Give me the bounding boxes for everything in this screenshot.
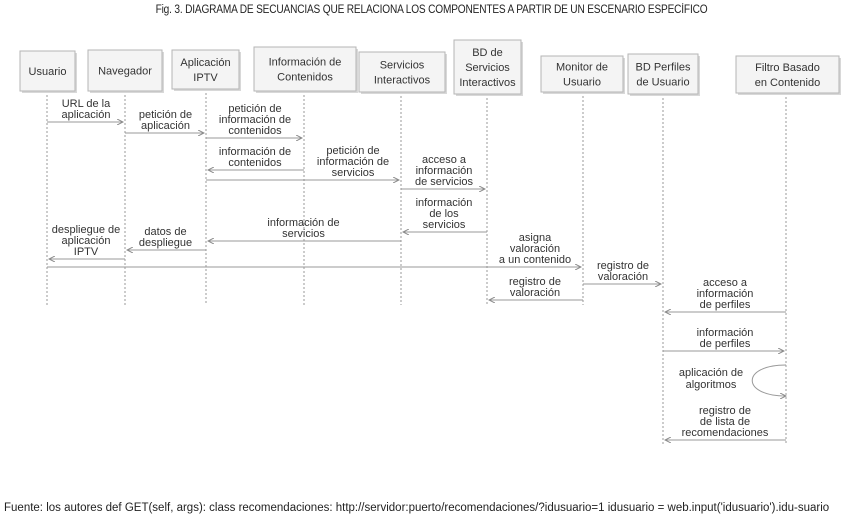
message-label: información de xyxy=(267,217,340,229)
message-label: asigna xyxy=(518,232,552,244)
message-label: aplicación xyxy=(61,109,111,121)
message xyxy=(125,109,204,133)
participant-box xyxy=(172,50,241,91)
message-label: datos de xyxy=(144,226,187,238)
message xyxy=(49,224,125,259)
message-label: servicios xyxy=(331,167,375,179)
message-label: información de xyxy=(218,146,292,158)
message-label: de servicios xyxy=(414,176,474,188)
participant-label: Información de xyxy=(268,56,342,69)
message xyxy=(403,197,487,232)
message-label: petición de xyxy=(228,103,282,115)
participant-label: de Usuario xyxy=(636,76,690,89)
message-label: despliegue xyxy=(138,237,193,249)
message-label: de los xyxy=(429,208,459,220)
message-label: recomendaciones xyxy=(681,427,769,439)
message-label: acceso a xyxy=(702,277,748,289)
message-label: contenidos xyxy=(228,125,282,137)
participant-box xyxy=(454,40,523,96)
message xyxy=(489,276,583,300)
message-label: contenidos xyxy=(228,157,282,169)
message-label: registro de xyxy=(509,276,561,288)
participant-label: Aplicación xyxy=(180,57,231,69)
participant-box xyxy=(20,51,77,93)
figure-source: Fuente: los autores def GET(self, args): class recomendaciones: http://servidor:puerto/recomendaciones/?idusuario=1 idusuario = web.input('idusuario').idu-suario xyxy=(4,502,830,514)
message xyxy=(47,98,123,122)
message-label: registro de xyxy=(699,405,751,417)
message-label: valoración xyxy=(509,287,561,299)
message-label: valoración xyxy=(597,271,649,283)
participant-label: Monitor de xyxy=(556,61,608,74)
messages xyxy=(47,98,786,440)
participant-box xyxy=(359,52,447,94)
message-label: despliegue de xyxy=(51,224,121,236)
self-message-arrow xyxy=(752,365,786,396)
message xyxy=(665,405,786,440)
participant-box xyxy=(541,56,625,94)
message-label: a un contenido xyxy=(498,254,572,266)
message-label: de lista de xyxy=(699,416,751,428)
message xyxy=(206,103,302,138)
participant-label: Navegador xyxy=(98,65,152,78)
message-label: IPTV xyxy=(73,246,99,258)
participant-label: Servicios xyxy=(465,62,510,74)
message-label: de perfiles xyxy=(699,338,751,350)
participant-label: IPTV xyxy=(193,72,218,84)
participant-box xyxy=(254,47,358,93)
message-label: petición de xyxy=(326,145,380,157)
message-label: de perfiles xyxy=(699,299,751,311)
participant-label: Usuario xyxy=(563,76,601,89)
message xyxy=(665,277,786,312)
message xyxy=(208,217,401,241)
participants xyxy=(20,40,841,96)
message-label: valoración xyxy=(509,243,561,255)
message-label: aplicación xyxy=(61,235,111,247)
message-label: información xyxy=(696,327,754,339)
participant-box xyxy=(88,50,164,93)
message xyxy=(127,226,206,250)
message-label: petición de xyxy=(138,109,193,121)
message xyxy=(663,327,784,351)
participant-label: en Contenido xyxy=(754,77,821,89)
message-label: acceso a xyxy=(421,154,467,166)
message xyxy=(679,365,786,396)
message-label: aplicación de xyxy=(678,367,744,379)
message-label: información de xyxy=(218,114,292,126)
message-label: información xyxy=(415,197,473,209)
message-label: información xyxy=(415,165,473,177)
participant-box xyxy=(736,56,841,95)
participant-label: Interactivos xyxy=(459,77,516,89)
message-label: información de xyxy=(316,156,390,168)
message-label: servicios xyxy=(282,228,325,240)
participant-label: Contenidos xyxy=(277,71,333,84)
participant-label: Servicios xyxy=(379,59,425,72)
message xyxy=(208,146,304,170)
message-label: información xyxy=(696,288,754,300)
participant-label: BD Perfiles xyxy=(635,61,691,74)
figure-caption: Fig. 3. DIAGRAMA DE SECUANCIAS QUE RELACIONA LOS COMPONENTES A PARTIR DE UN ESCENARIO ESPECÍFICO xyxy=(155,4,708,16)
message-label: servicios xyxy=(422,219,466,231)
message-label: URL de la xyxy=(61,98,111,110)
participant-label: Interactivos xyxy=(373,74,431,87)
message xyxy=(401,154,485,189)
message-label: aplicación xyxy=(141,120,190,132)
participant-label: BD de xyxy=(472,47,503,59)
participant-box xyxy=(628,54,700,96)
message-label: algoritmos xyxy=(685,379,737,391)
participant-label: Filtro Basado xyxy=(755,62,820,74)
participant-label: Usuario xyxy=(28,66,67,78)
message-label: registro de xyxy=(597,260,649,272)
message xyxy=(583,260,661,284)
